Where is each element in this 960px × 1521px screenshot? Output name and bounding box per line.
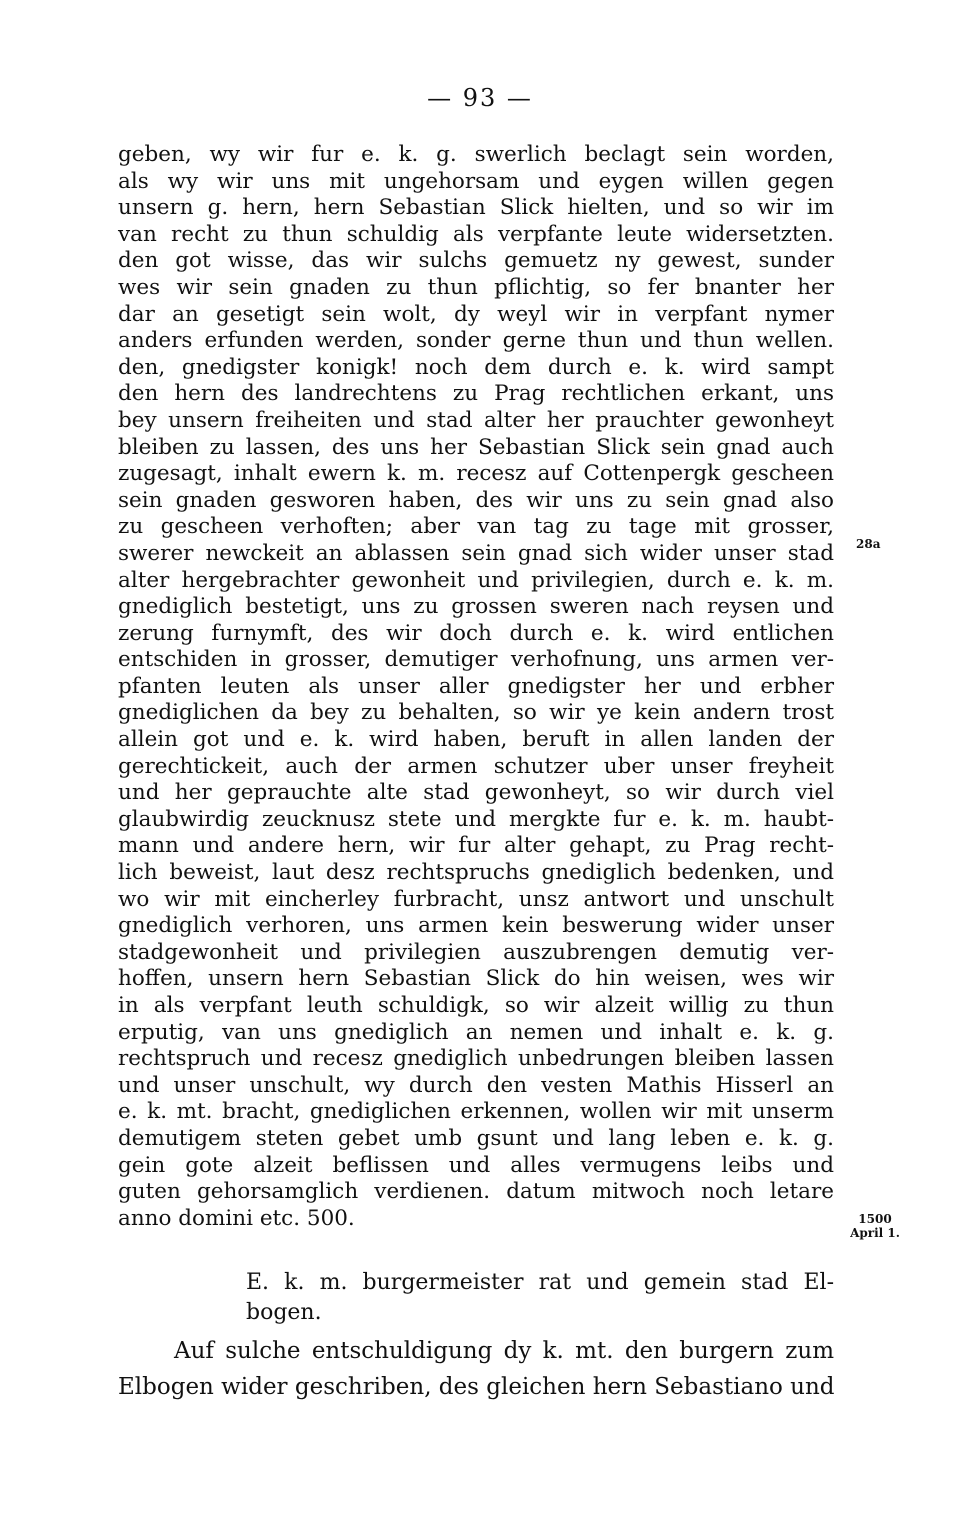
signature-line: bogen. (246, 1300, 322, 1325)
body-line: guten gehorsamglich verdienen. datum mitwoch noch letare (118, 1179, 834, 1205)
body-line: sein gnaden gesworen haben, des wir uns zu sein gnad also (118, 487, 834, 513)
body-line: allein got und e. k. wird haben, beruft in allen landen der (118, 727, 834, 753)
body-line: gnediglichen da bey zu behalten, so wir ye kein andern trost (118, 700, 834, 726)
body-line: bleiben zu lassen, des uns her Sebastian Slick sein gnad auch (118, 434, 834, 460)
body-line: gnediglich bestetigt, uns zu grossen sweren nach reysen und (118, 594, 834, 620)
body-line: unsern g. hern, hern Sebastian Slick hielten, und so wir im (118, 195, 834, 221)
body-line: zugesagt, inhalt ewern k. m. recesz auf Cottenpergk gescheen (118, 461, 834, 487)
margin-note-folio: 28a (856, 537, 881, 551)
body-line: rechtspruch und recesz gnediglich unbedrungen bleiben lassen (118, 1046, 834, 1072)
margin-note-date (840, 1212, 910, 1240)
body-line: anno domini etc. 500. (118, 1205, 355, 1231)
body-line: hoffen, unsern hern Sebastian Slick do hin weisen, wes wir (118, 966, 834, 992)
body-line: e. k. mt. bracht, gnediglichen erkennen, wollen wir mit unserm (118, 1099, 834, 1125)
body-line: demutigem steten gebet umb gsunt und lang leben e. k. g. (118, 1125, 834, 1151)
body-line: anders erfunden werden, sonder gerne thun und thun wellen. (118, 328, 834, 354)
body-line: erputig, van uns gnediglich an nemen und inhalt e. k. g. (118, 1019, 834, 1045)
body-line: wo wir mit eincherley furbracht, unsz antwort und unschult (118, 886, 834, 912)
body-line: dar an gesetigt sein wolt, dy weyl wir in verpfant nymer (118, 301, 834, 327)
body-line: und unser unschult, wy durch den vesten Mathis Hisserl an (118, 1072, 834, 1098)
body-line: gein gote alzeit beflissen und alles vermugens leibs und (118, 1152, 834, 1178)
body-line: van recht zu thun schuldig als verpfante leute widersetzten. (118, 221, 834, 247)
page-number: — 93 — (427, 84, 533, 112)
body-line: gerechtickeit, auch der armen schutzer uber unser freyheit (118, 753, 834, 779)
body-line: zerung furnymft, des wir doch durch e. k. wird entlichen (118, 620, 834, 646)
closing-line: Elbogen wider geschriben, des gleichen hern Sebastiano und (118, 1374, 835, 1400)
body-line: glaubwirdig zeucknusz stete und mergkte fur e. k. m. haubt- (118, 806, 834, 832)
body-line: lich beweist, laut desz rechtspruchs gnediglich bedenken, und (118, 860, 834, 886)
margin-note-year: 1500 (858, 1212, 892, 1226)
body-line: gnediglich verhoren, uns armen kein beswerung wider unser (118, 913, 834, 939)
body-line: pfanten leuten als unser aller gnedigster her und erbher (118, 673, 834, 699)
body-line: geben, wy wir fur e. k. g. swerlich beclagt sein worden, (118, 142, 834, 167)
body-line: bey unsern freiheiten und stad alter her prauchter gewonheyt (118, 407, 834, 433)
body-line: in als verpfant leuth schuldigk, so wir alzeit willig zu thun (118, 993, 834, 1018)
body-line: den got wisse, das wir sulchs gemuetz ny gewest, sunder (118, 248, 834, 274)
body-line: als wy wir uns mit ungehorsam und eygen willen gegen (118, 168, 834, 194)
closing-paragraph (118, 1333, 834, 1405)
body-line: swerer newckeit an ablassen sein gnad sich wider unser stad (118, 540, 834, 566)
margin-note-day: April 1. (850, 1226, 900, 1240)
body-line: den hern des landrechtens zu Prag rechtlichen erkant, uns (118, 381, 834, 407)
body-line: zu gescheen verhoften; aber van tag zu tage mit grosser, (118, 514, 834, 540)
body-line: den, gnedigster konigk! noch dem durch e. k. wird sampt (118, 354, 834, 380)
body-line: entschiden in grosser, demutiger verhofnung, uns armen ver- (118, 647, 834, 673)
signature-block (246, 1268, 834, 1328)
signature-line: E. k. m. burgermeister rat und gemein stad El- (246, 1270, 834, 1295)
body-line: stadgewonheit und privilegien auszubrengen demutig ver- (118, 939, 834, 965)
body-line: wes wir sein gnaden zu thun pflichtig, so fer bnanter her (118, 274, 834, 300)
body-text (118, 142, 834, 1232)
body-line: und her geprauchte alte stad gewonheyt, so wir durch viel (118, 780, 834, 806)
closing-line: Auf sulche entschuldigung dy k. mt. den burgern zum (174, 1338, 834, 1364)
body-line: alter hergebrachter gewonheit und privilegien, durch e. k. m. (118, 567, 834, 593)
body-line: mann und andere hern, wir fur alter gehapt, zu Prag recht- (118, 833, 834, 859)
